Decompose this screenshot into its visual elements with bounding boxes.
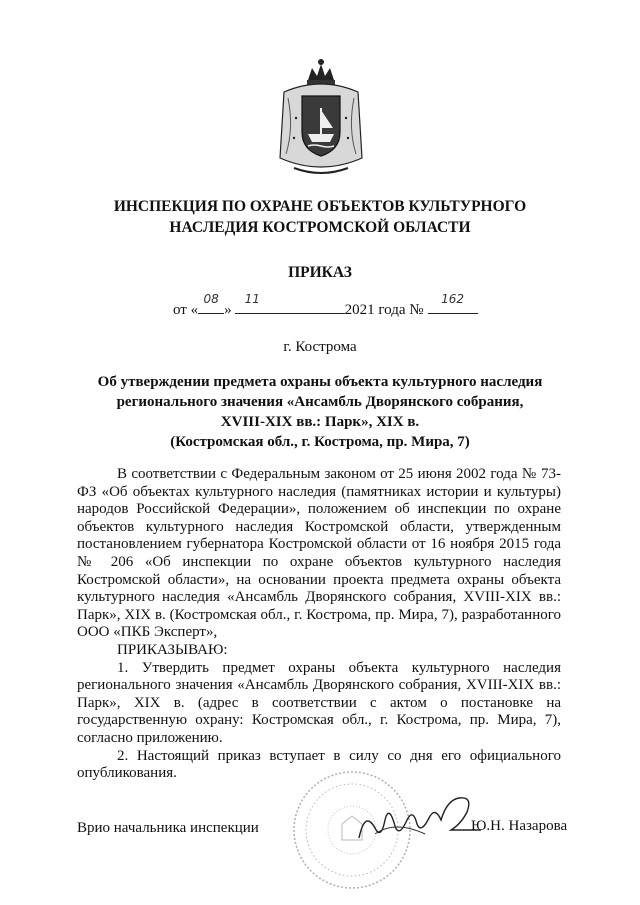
handwritten-signature-icon <box>355 790 485 850</box>
order-item-2: 2. Настоящий приказ вступает в силу со дня его официального опубликования. <box>77 747 561 782</box>
coat-of-arms-icon <box>274 58 368 182</box>
subject-line-2: регионального значения «Ансамбль Дворянского собрания, <box>116 394 524 410</box>
number-field <box>428 292 478 314</box>
order-subject <box>80 372 560 452</box>
month-field <box>235 292 345 314</box>
org-line-1: ИНСПЕКЦИЯ ПО ОХРАНЕ ОБЪЕКТОВ КУЛЬТУРНОГО <box>113 198 527 215</box>
order-item-1: 1. Утвердить предмет охраны объекта культурного наследия регионального значения «Ансамбль Дворянского собрания, XVIII-XIX вв.: Парк», XIX в. (адрес в соответствии с актом о постановке на государственную охрану: Костромская обл., г. Кострома, пр. Мира, 7), согласно приложению. <box>77 659 561 746</box>
decree-word: ПРИКАЗЫВАЮ: <box>117 641 228 658</box>
city: г. Кострома <box>283 339 357 355</box>
signatory-name: Ю.Н. Назарова <box>471 818 568 834</box>
month-value: 11 <box>244 292 260 306</box>
document-title: ПРИКАЗ <box>288 264 352 281</box>
subject-line-1: Об утверждении предмета охраны объекта культурного наследия <box>97 374 543 390</box>
quote-close: » <box>224 302 232 318</box>
subject-line-4: (Костромская обл., г. Кострома, пр. Мира, 7) <box>170 434 470 450</box>
year-number-label: 2021 года № <box>344 302 424 318</box>
org-line-2: НАСЛЕДИЯ КОСТРОМСКОЙ ОБЛАСТИ <box>169 219 471 236</box>
preamble-paragraph: В соответствии с Федеральным законом от 25 июня 2002 года № 73-ФЗ «Об объектах культурного наследия (памятниках истории и культуры) народов Российской Федерации», положением об инспекции по охране объектов культурного наследия Костромской области, утвержденным постановлением губернатора Костромской области от 16 ноября 2015 года № 206 «Об инспекции по охране объектов культурного наследия Костромской области», на основании проекта предмета охраны объекта культурного наследия «Ансамбль Дворянского собрания, XVIII-XIX вв.: Парк», XIX в. (Костромская обл., г. Кострома, пр. Мира, 7), разработанного ООО «ПКБ Эксперт», <box>77 466 561 641</box>
subject-line-3: XVIII-XIX вв.: Парк», XIX в. <box>220 414 420 430</box>
number-value: 162 <box>441 292 465 306</box>
organization-name <box>60 196 580 238</box>
from-label: от « <box>173 302 199 318</box>
day-value: 08 <box>203 292 219 306</box>
day-field <box>198 292 224 314</box>
order-date-number-line <box>173 292 478 319</box>
order-body <box>77 466 561 783</box>
signatory-role: Врио начальника инспекции <box>77 820 259 836</box>
